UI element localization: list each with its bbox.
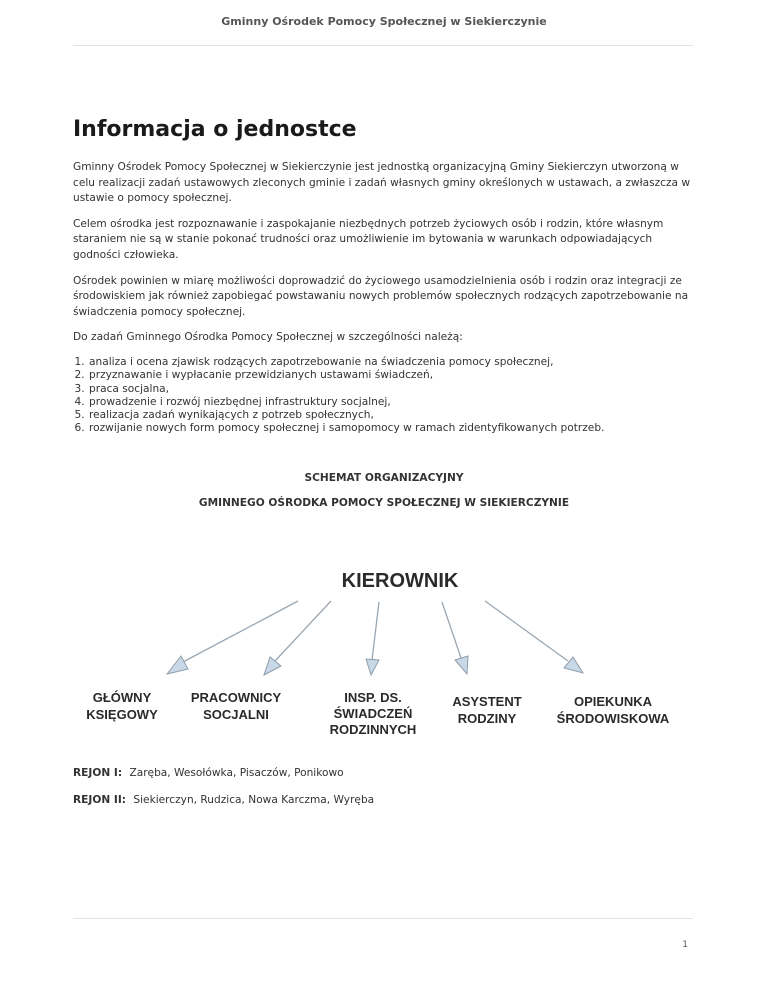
page-title: Informacja o jednostce (73, 117, 357, 142)
list-item: 6. rozwijanie nowych form pomocy społecznej i samopomocy w ramach zidentyfikowanych potrzeb. (88, 422, 695, 435)
unit-label-line3: RODZINNYCH (329, 722, 417, 737)
list-item: 2. przyznawanie i wypłacanie przewidzianych ustawami świadczeń, (88, 369, 695, 382)
unit-label-line1: INSP. DS. (344, 690, 402, 705)
integration-paragraph: Ośrodek powinien w miarę możliwości doprowadzić do życiowego usamodzielnienia osób i rodzin oraz integracji ze środowiskiem jak również zapobiegać powstawaniu nowych problemów społecznych rodzących zapotrzebowanie na świadczenia pomocy społecznej. (73, 274, 689, 318)
schema-title: SCHEMAT ORGANIZACYJNY (304, 472, 464, 484)
unit-label-line1: PRACOWNICY (190, 690, 282, 705)
list-item: 1. analiza i ocena zjawisk rodzących zapotrzebowanie na świadczenia pomocy społecznej, (88, 356, 695, 369)
org-chart-svg (72, 562, 694, 740)
arrow-to-asystent-rodziny (442, 602, 468, 674)
goal-paragraph: Celem ośrodka jest rozpoznawanie i zaspokajanie niezbędnych potrzeb życiowych osób i rodzin, które własnym staraniem nie są w stanie pokonać trudności oraz umożliwienie im bytowania w warunkach odpowiadających godności człowieka. (73, 217, 664, 261)
org-chart-root-label: KIEROWNIK (341, 570, 459, 592)
page-header: Gminny Ośrodek Pomocy Społecznej w Siekierczynie (221, 15, 547, 28)
unit-label-line2: SOCJALNI (203, 707, 269, 722)
arrow-to-glowny-ksiegowy (167, 601, 298, 674)
main-content (73, 114, 695, 436)
unit-label-line2: KSIĘGOWY (86, 707, 158, 722)
footer-divider (73, 918, 693, 919)
intro-paragraph: Gminny Ośrodek Pomocy Społecznej w Siekierczynie jest jednostką organizacyjną Gminy Siekierczyn utworzoną w celu realizacji zadań ustawowych zleconych gminie i zadań własnych gminy określonych w ustawach, a zwłaszcza w ustawie o pomocy społecznej. (73, 161, 691, 205)
unit-glowny-ksiegowy (86, 690, 158, 722)
region-1-label: REJON I: (73, 767, 123, 779)
region-2-label: REJON II: (73, 794, 127, 806)
tasks-list (73, 356, 695, 436)
unit-asystent-rodziny (452, 694, 521, 726)
header-divider (73, 45, 693, 46)
unit-insp-ds-swiadczen-rodzinnych (330, 690, 417, 737)
page-number: 1 (682, 940, 688, 950)
unit-label-line1: GŁÓWNY (92, 690, 152, 705)
unit-label-line1: ASYSTENT (452, 694, 522, 709)
unit-label-line2: RODZINY (457, 711, 517, 726)
unit-opiekunka-srodowiskowa (557, 694, 670, 726)
list-item: 3. praca socjalna, (88, 383, 695, 396)
arrow-to-opiekunka-srodowiskowa (485, 601, 583, 673)
org-chart (72, 562, 694, 740)
list-item: 4. prowadzenie i rozwój niezbędnej infrastruktury socjalnej, (88, 396, 695, 409)
region-2 (73, 793, 374, 807)
schema-subtitle: GMINNEGO OŚRODKA POMOCY SPOŁECZNEJ W SIEKIERCZYNIE (198, 497, 570, 509)
region-1 (73, 766, 344, 780)
region-2-places: Siekierczyn, Rudzica, Nowa Karczma, Wyręba (133, 794, 375, 806)
unit-label-line2: ŚRODOWISKOWA (556, 711, 670, 726)
unit-label-line1: OPIEKUNKA (573, 694, 653, 709)
list-item: 5. realizacja zadań wynikających z potrzeb społecznych, (88, 409, 695, 422)
unit-pracownicy-socjalni (191, 690, 282, 722)
arrow-to-insp-ds-swiadczen (366, 602, 379, 675)
region-1-places: Zaręba, Wesołówka, Pisaczów, Ponikowo (129, 767, 344, 779)
unit-label-line2: ŚWIADCZEŃ (333, 706, 413, 721)
tasks-intro: Do zadań Gminnego Ośrodka Pomocy Społecznej w szczególności należą: (73, 331, 463, 344)
arrow-to-pracownicy-socjalni (264, 601, 331, 675)
